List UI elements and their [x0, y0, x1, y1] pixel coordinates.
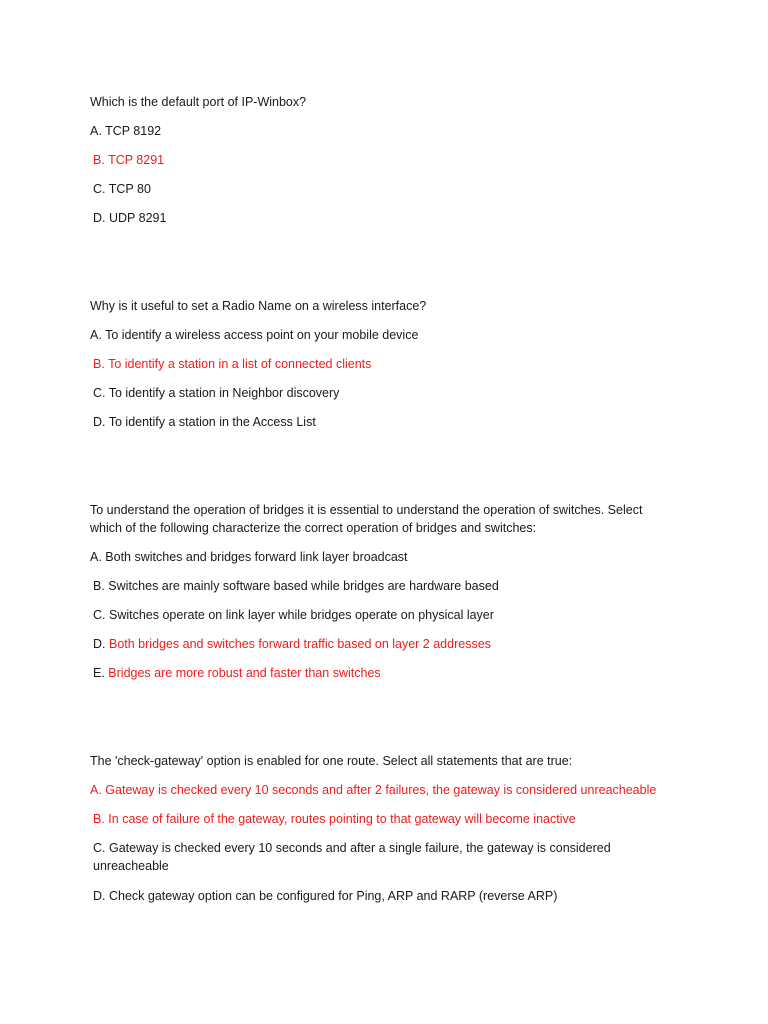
- question-4-prompt: The 'check-gateway' option is enabled for one route. Select all statements that are true:: [90, 754, 573, 768]
- option-prefix: A.: [90, 550, 106, 564]
- option-text: Check gateway option can be configured for Ping, ARP and RARP (reverse ARP): [108, 889, 558, 903]
- option-prefix: A.: [90, 328, 106, 342]
- question-3-option-b: [93, 577, 499, 595]
- option-text: UDP 8291: [108, 211, 167, 225]
- option-text: To identify a station in Neighbor discovery: [108, 386, 340, 400]
- option-text: TCP 8291: [108, 153, 165, 167]
- question-2-option-c: [93, 384, 339, 402]
- option-prefix: A.: [90, 124, 106, 138]
- question-1-option-a: [90, 122, 161, 140]
- option-text: Both bridges and switches forward traffic based on layer 2 addresses: [108, 637, 491, 651]
- option-prefix: B.: [93, 812, 109, 826]
- question-4-option-c: [93, 839, 633, 875]
- question-1-option-b-correct: [93, 151, 164, 169]
- question-1-prompt: Which is the default port of IP-Winbox?: [90, 95, 307, 109]
- option-prefix: E.: [93, 666, 109, 680]
- option-text: Gateway is checked every 10 seconds and after a single failure, the gateway is considered unreacheable: [93, 841, 611, 873]
- option-text: To identify a station in a list of connected clients: [108, 357, 372, 371]
- option-text: Both switches and bridges forward link layer broadcast: [105, 550, 408, 564]
- question-1-option-d: [93, 209, 166, 227]
- question-3-prompt: To understand the operation of bridges it is essential to understand the operation of switches. Select which of the following characterize the correct operation of bridges and switches:: [90, 503, 643, 535]
- question-3-option-e-correct: [93, 664, 381, 682]
- question-2-prompt: Why is it useful to set a Radio Name on a wireless interface?: [90, 299, 427, 313]
- option-prefix: D.: [93, 211, 109, 225]
- option-text: Gateway is checked every 10 seconds and after 2 failures, the gateway is considered unreacheable: [105, 783, 657, 797]
- option-text: TCP 8192: [105, 124, 162, 138]
- option-text: In case of failure of the gateway, routes pointing to that gateway will become inactive: [108, 812, 576, 826]
- option-prefix: B.: [93, 579, 109, 593]
- question-2-option-d: [93, 413, 316, 431]
- question-4-option-d: [93, 887, 557, 905]
- option-prefix: A.: [90, 783, 106, 797]
- question-3-option-d-correct: [93, 635, 491, 653]
- option-text: Switches operate on link layer while bridges operate on physical layer: [108, 608, 494, 622]
- option-prefix: C.: [93, 182, 109, 196]
- option-prefix: C.: [93, 608, 109, 622]
- question-2-option-b-correct: [93, 355, 371, 373]
- question-3-option-c: [93, 606, 494, 624]
- option-prefix: B.: [93, 357, 109, 371]
- question-2-option-a: [90, 326, 418, 344]
- option-text: Switches are mainly software based while bridges are hardware based: [108, 579, 499, 593]
- option-text: To identify a wireless access point on your mobile device: [105, 328, 419, 342]
- option-prefix: C.: [93, 841, 109, 855]
- option-text: To identify a station in the Access List: [108, 415, 316, 429]
- option-prefix: D.: [93, 415, 109, 429]
- option-text: TCP 80: [108, 182, 151, 196]
- option-text: Bridges are more robust and faster than switches: [108, 666, 381, 680]
- option-prefix: C.: [93, 386, 109, 400]
- option-prefix: D.: [93, 889, 109, 903]
- option-prefix: D.: [93, 637, 109, 651]
- option-prefix: B.: [93, 153, 109, 167]
- question-4-option-b-correct: [93, 810, 576, 828]
- question-4-option-a-correct: [90, 781, 656, 799]
- question-1-option-c: [93, 180, 151, 198]
- question-3-option-a: [90, 548, 408, 566]
